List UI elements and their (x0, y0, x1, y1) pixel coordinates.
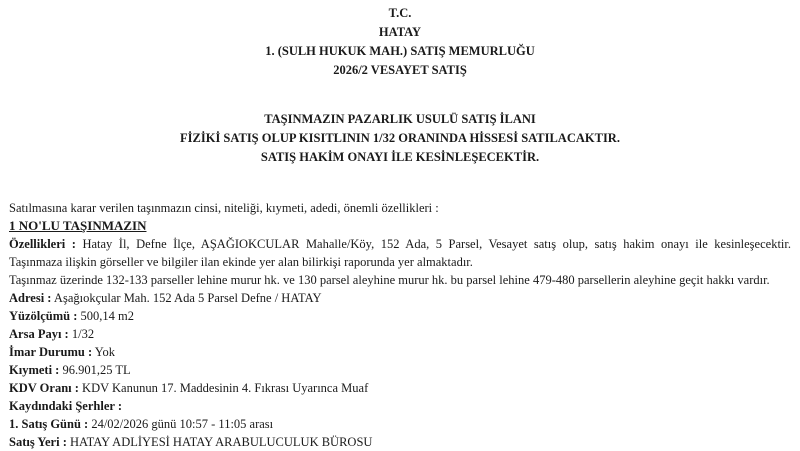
share-row (9, 325, 791, 343)
sale-day-value: 24/02/2026 günü 10:57 - 11:05 arası (91, 417, 274, 431)
section-heading: 1 NO'LU TAŞINMAZIN (9, 218, 147, 233)
zoning-value: Yok (94, 345, 116, 359)
area-value: 500,14 m2 (80, 309, 135, 323)
sale-place-row (9, 433, 791, 451)
area-label: Yüzölçümü : (9, 309, 78, 323)
vat-value: KDV Kanunun 17. Maddesinin 4. Fıkrası Uyarınca Muaf (82, 381, 369, 395)
features-row (9, 235, 791, 253)
records-label: Kaydındaki Şerhler : (9, 399, 122, 413)
address-label: Adresi : (9, 291, 52, 305)
value-row (9, 361, 791, 379)
vat-label: KDV Oranı : (9, 381, 79, 395)
header-city: HATAY (378, 25, 422, 39)
header-office: 1. (SULH HUKUK MAH.) SATIŞ MEMURLUĞU (265, 44, 535, 58)
features-line-2: Taşınmaza ilişkin görseller ve bilgiler ilan ekinde yer alan bilirkişi raporunda yer almaktadır. (9, 255, 473, 269)
header-republic: T.C. (388, 6, 412, 20)
notice-title-line-1: TAŞINMAZIN PAZARLIK USULÜ SATIŞ İLANI (264, 112, 536, 126)
notice-title-line-2: FİZİKİ SATIŞ OLUP KISITLININ 1/32 ORANINDA HİSSESİ SATILACAKTIR. (180, 131, 620, 145)
share-value: 1/32 (71, 327, 95, 341)
share-label: Arsa Payı : (9, 327, 69, 341)
area-row (9, 307, 791, 325)
features-line-3: Taşınmaz üzerinde 132-133 parseller lehine murur hk. ve 130 parsel aleyhine murur hk. bu parsel lehine 479-480 parsellerin aleyhine geçit hakkı vardır. (9, 273, 770, 287)
sale-day-row (9, 415, 791, 433)
sale-place-label: Satış Yeri : (9, 435, 67, 449)
value-label: Kıymeti : (9, 363, 60, 377)
notice-title-line-3: SATIŞ HAKİM ONAYI İLE KESİNLEŞECEKTİR. (260, 150, 540, 164)
address-value: Aşağıokçular Mah. 152 Ada 5 Parsel Defne / HATAY (53, 291, 322, 305)
document-header (0, 4, 800, 80)
sale-place-value: HATAY ADLİYESİ HATAY ARABULUCULUK BÜROSU (70, 435, 373, 449)
records-row (9, 397, 791, 415)
value-value: 96.901,25 TL (62, 363, 131, 377)
header-case-number: 2026/2 VESAYET SATIŞ (333, 63, 467, 77)
intro-text: Satılmasına karar verilen taşınmazın cinsi, niteliği, kıymeti, adedi, önemli özellikleri : (9, 201, 439, 215)
address-row (9, 289, 791, 307)
features-label: Özellikleri : (9, 237, 76, 251)
notice-title (0, 110, 800, 167)
vat-row (9, 379, 791, 397)
sale-day-label: 1. Satış Günü : (9, 417, 89, 431)
zoning-row (9, 343, 791, 361)
features-value: Hatay İl, Defne İlçe, AŞAĞIOKCULAR Mahalle/Köy, 152 Ada, 5 Parsel, Vesayet satış olup, satış hakim onayı ile kesinleşecektir. (82, 237, 791, 251)
zoning-label: İmar Durumu : (9, 345, 93, 359)
document-body (9, 199, 791, 451)
